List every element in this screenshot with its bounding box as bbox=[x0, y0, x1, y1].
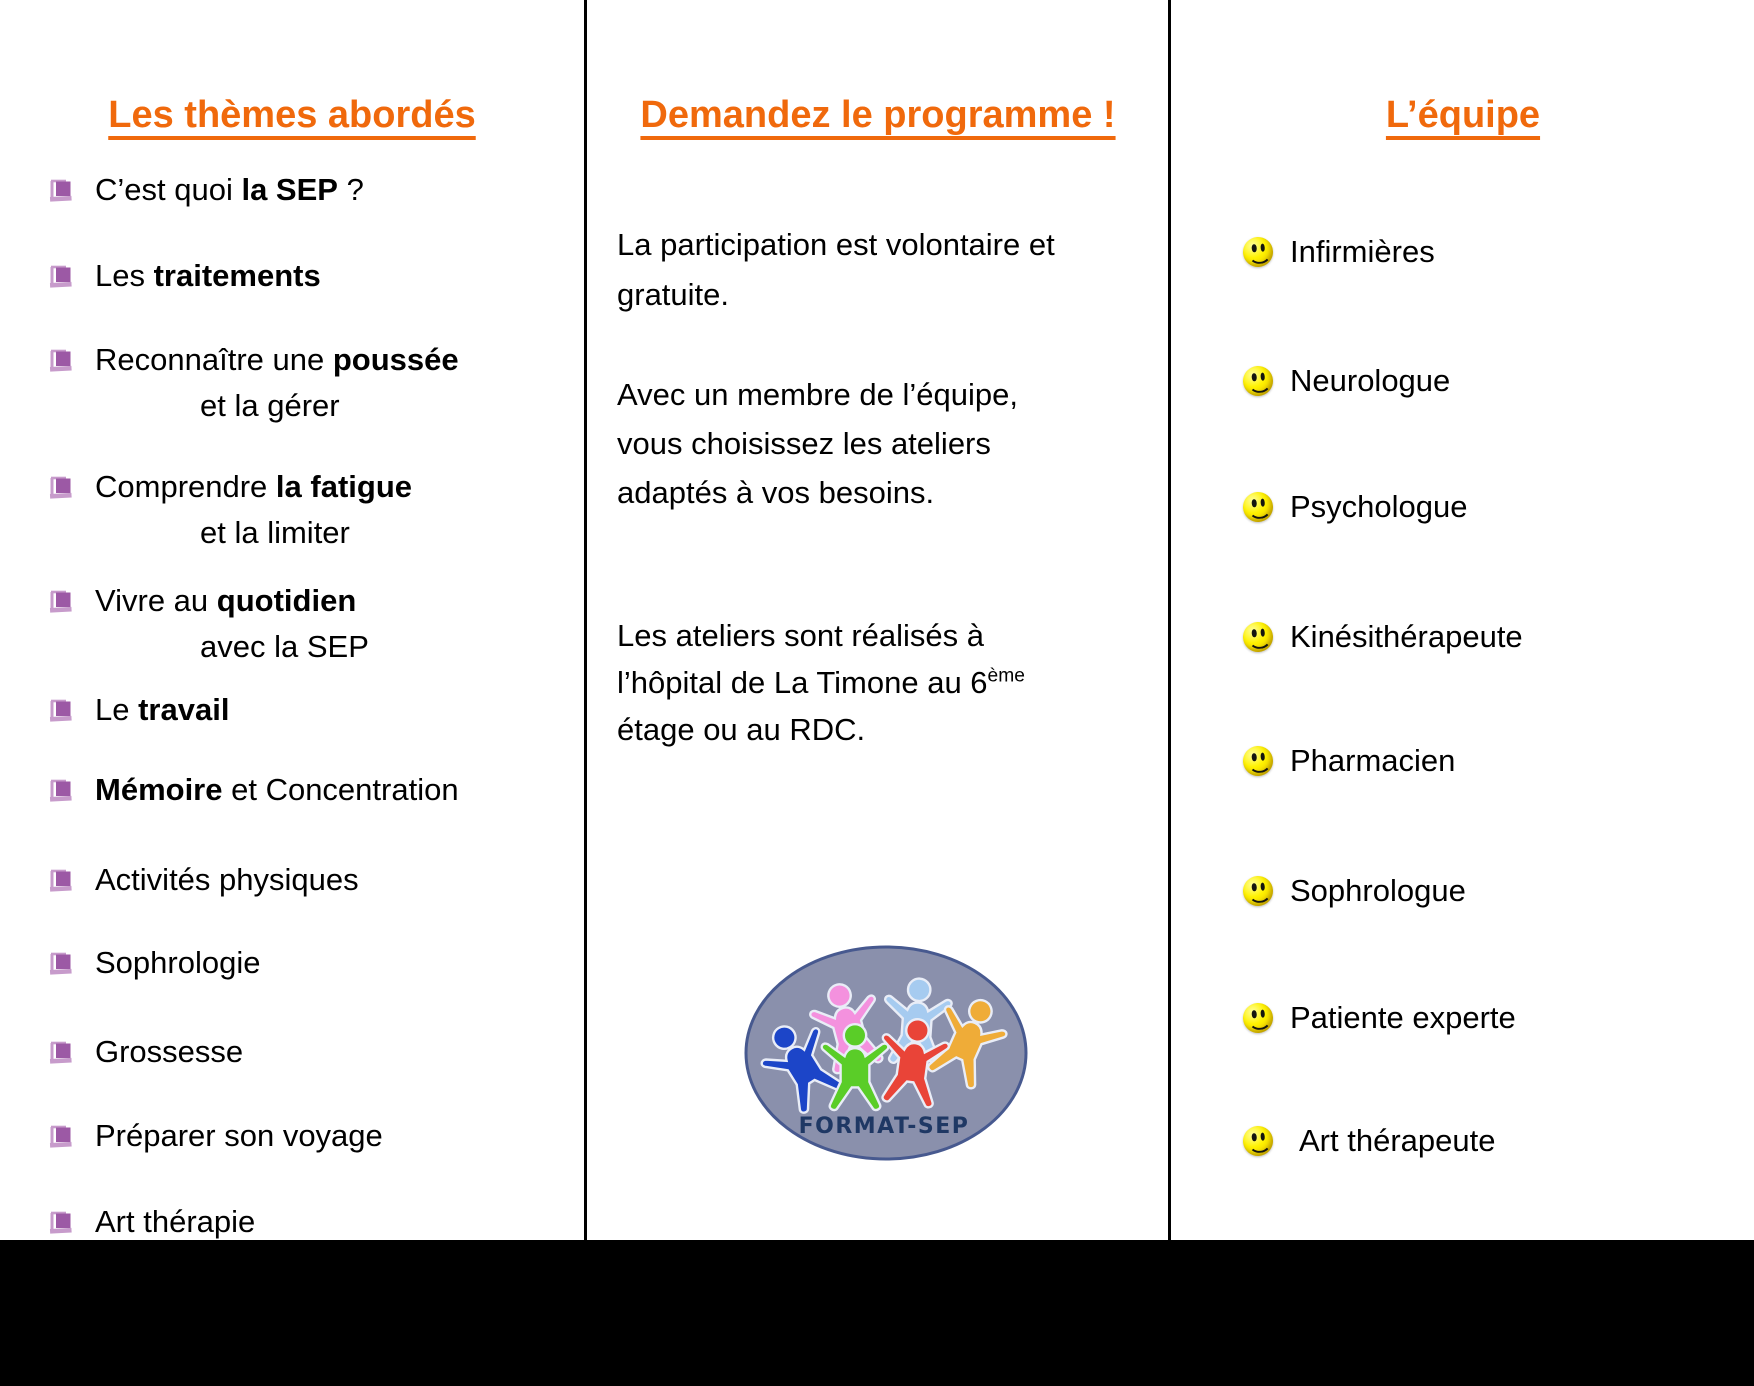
theme-item-line bbox=[95, 510, 412, 556]
purple-square-bullet-icon bbox=[48, 588, 74, 614]
smiley-icon bbox=[1242, 745, 1274, 777]
programme-title: Demandez le programme ! bbox=[640, 94, 1116, 136]
text-segment: ème bbox=[987, 665, 1025, 687]
theme-list-item bbox=[48, 1029, 243, 1075]
theme-item-line bbox=[95, 253, 321, 299]
column-divider-1 bbox=[584, 0, 587, 1240]
theme-list-item bbox=[48, 337, 459, 429]
paragraph-line bbox=[617, 419, 1157, 468]
theme-item-line bbox=[95, 383, 459, 429]
theme-list-item bbox=[48, 253, 321, 299]
theme-item-line bbox=[95, 767, 459, 813]
purple-square-bullet-icon bbox=[48, 1209, 74, 1235]
purple-square-bullet-icon bbox=[48, 263, 74, 289]
text-segment: Mémoire bbox=[95, 772, 223, 807]
programme-paragraph bbox=[617, 220, 1157, 320]
theme-item-line bbox=[95, 940, 260, 986]
text-segment: Art thérapie bbox=[95, 1204, 256, 1239]
theme-list-item bbox=[48, 578, 369, 670]
smiley-icon bbox=[1242, 621, 1274, 653]
equipe-item-label: Art thérapeute bbox=[1299, 1123, 1496, 1158]
text-segment: la SEP bbox=[241, 172, 338, 207]
purple-square-bullet-icon bbox=[48, 474, 74, 500]
theme-item-text bbox=[95, 1113, 383, 1159]
text-segment: Grossesse bbox=[95, 1034, 244, 1069]
equipe-item-label: Kinésithérapeute bbox=[1290, 619, 1523, 654]
smiley-icon bbox=[1242, 1002, 1274, 1034]
text-segment: Vivre au bbox=[95, 583, 217, 618]
text-segment: ? bbox=[337, 172, 364, 207]
equipe-item-label: Psychologue bbox=[1290, 489, 1468, 524]
text-segment: Reconnaître une bbox=[95, 342, 333, 377]
theme-item-text bbox=[95, 167, 364, 213]
equipe-title: L’équipe bbox=[1385, 94, 1541, 136]
text-segment: et Concentration bbox=[222, 772, 459, 807]
text-segment: l’hôpital de La Timone au 6 bbox=[617, 665, 988, 700]
equipe-item-label: Patiente experte bbox=[1290, 1000, 1516, 1035]
theme-item-text bbox=[95, 337, 459, 429]
equipe-item-label: Neurologue bbox=[1290, 363, 1451, 398]
paragraph-line bbox=[617, 706, 1157, 753]
text-segment: travail bbox=[138, 692, 230, 727]
theme-item-text bbox=[95, 464, 412, 556]
text-segment: vous choisissez les ateliers bbox=[617, 426, 991, 461]
logo-text: FORMAT-SEP bbox=[798, 1114, 970, 1139]
smiley-icon bbox=[1242, 875, 1274, 907]
paragraph-line bbox=[617, 370, 1157, 419]
text-segment: avec la SEP bbox=[200, 629, 369, 664]
equipe-item-label: Pharmacien bbox=[1290, 743, 1456, 778]
theme-item-line bbox=[95, 578, 369, 624]
theme-item-line bbox=[95, 1113, 383, 1159]
text-segment: gratuite. bbox=[617, 277, 730, 312]
purple-square-bullet-icon bbox=[48, 697, 74, 723]
text-segment: Les ateliers sont réalisés à bbox=[617, 618, 985, 653]
text-segment: Sophrologie bbox=[95, 945, 261, 980]
text-segment: Activités physiques bbox=[95, 862, 359, 897]
programme-paragraph bbox=[617, 370, 1157, 517]
text-segment: et la gérer bbox=[200, 388, 340, 423]
theme-list-item bbox=[48, 464, 412, 556]
people-circle-logo-graphic bbox=[743, 945, 1030, 1162]
theme-item-text bbox=[95, 687, 229, 733]
equipe-list-item bbox=[1243, 484, 1468, 530]
theme-list-item bbox=[48, 857, 359, 903]
paragraph-line bbox=[617, 270, 1157, 320]
text-segment: quotidien bbox=[216, 583, 357, 618]
programme-paragraph bbox=[617, 612, 1157, 753]
theme-item-text bbox=[95, 1029, 243, 1075]
theme-list-item bbox=[48, 167, 364, 213]
theme-item-text bbox=[95, 1199, 255, 1245]
theme-item-line bbox=[95, 337, 459, 383]
theme-item-text bbox=[95, 578, 369, 670]
equipe-list-item bbox=[1243, 738, 1455, 784]
purple-square-bullet-icon bbox=[48, 1123, 74, 1149]
smiley-icon bbox=[1242, 491, 1274, 523]
text-segment: et la limiter bbox=[200, 515, 350, 550]
text-segment: la fatigue bbox=[275, 469, 413, 504]
text-segment: Le bbox=[95, 692, 139, 727]
smiley-icon bbox=[1242, 236, 1274, 268]
purple-square-bullet-icon bbox=[48, 1039, 74, 1065]
text-segment: C’est quoi bbox=[95, 172, 242, 207]
theme-list-item bbox=[48, 1113, 383, 1159]
format-sep-logo bbox=[743, 945, 1030, 1162]
column-divider-2 bbox=[1168, 0, 1171, 1240]
equipe-list-item bbox=[1243, 868, 1466, 914]
equipe-list-item bbox=[1243, 358, 1450, 404]
text-segment: Les bbox=[95, 258, 154, 293]
theme-item-text bbox=[95, 857, 359, 903]
text-segment: étage ou au RDC. bbox=[617, 712, 866, 747]
purple-square-bullet-icon bbox=[48, 950, 74, 976]
equipe-item-label: Sophrologue bbox=[1290, 873, 1466, 908]
theme-item-text bbox=[95, 940, 260, 986]
equipe-item-label: Infirmières bbox=[1290, 234, 1435, 269]
theme-item-line bbox=[95, 687, 229, 733]
smiley-icon bbox=[1242, 1125, 1274, 1157]
text-segment: poussée bbox=[332, 342, 459, 377]
smiley-icon bbox=[1242, 365, 1274, 397]
theme-list-item bbox=[48, 687, 229, 733]
paragraph-line bbox=[617, 220, 1157, 270]
paragraph-line bbox=[617, 659, 1157, 706]
text-segment: adaptés à vos besoins. bbox=[617, 475, 935, 510]
equipe-list-item bbox=[1243, 995, 1516, 1041]
purple-square-bullet-icon bbox=[48, 867, 74, 893]
text-segment: La participation est volontaire et bbox=[617, 227, 1055, 262]
theme-item-line bbox=[95, 167, 364, 213]
theme-list-item bbox=[48, 940, 260, 986]
equipe-list-item bbox=[1243, 229, 1435, 275]
equipe-list-item bbox=[1243, 1118, 1495, 1164]
theme-item-line bbox=[95, 464, 412, 510]
theme-item-line bbox=[95, 1199, 255, 1245]
paragraph-line bbox=[617, 612, 1157, 659]
theme-item-line bbox=[95, 624, 369, 670]
theme-item-text bbox=[95, 767, 459, 813]
paragraph-line bbox=[617, 468, 1157, 517]
theme-item-line bbox=[95, 857, 359, 903]
purple-square-bullet-icon bbox=[48, 177, 74, 203]
theme-item-line bbox=[95, 1029, 243, 1075]
text-segment: traitements bbox=[153, 258, 321, 293]
purple-square-bullet-icon bbox=[48, 347, 74, 373]
text-segment: Avec un membre de l’équipe, bbox=[617, 377, 1018, 412]
theme-item-text bbox=[95, 253, 321, 299]
purple-square-bullet-icon bbox=[48, 777, 74, 803]
text-segment: Comprendre bbox=[95, 469, 276, 504]
theme-list-item bbox=[48, 1199, 255, 1245]
text-segment: Préparer son voyage bbox=[95, 1118, 383, 1153]
themes-title: Les thèmes abordés bbox=[108, 94, 476, 136]
equipe-list-item bbox=[1243, 614, 1523, 660]
theme-list-item bbox=[48, 767, 459, 813]
bottom-black-bar bbox=[0, 1240, 1754, 1386]
